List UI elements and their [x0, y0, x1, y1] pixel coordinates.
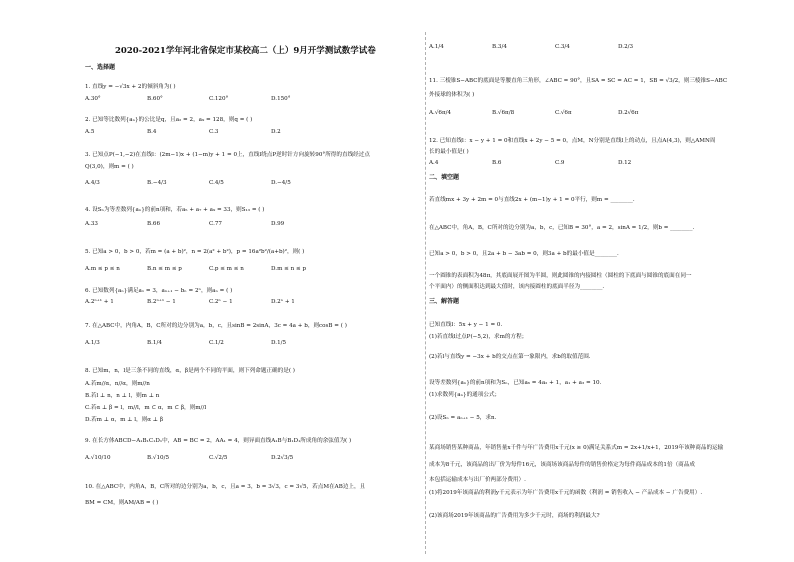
option-a: A.4/3: [85, 180, 100, 186]
option-b: B.√10/5: [147, 455, 170, 461]
option-c: C.3: [209, 129, 219, 135]
solve-question-19-line-2: 成本为8千元，该商品的出厂价为每件16元，该商场该商品每件的销售价格定为每件商品成本的1倍（商品成: [429, 462, 695, 468]
question-3-line-1: 3. 已知点P(−1,−2)在直线l：(2m−1)x + (1−m)y + 1 = 0上，直线l绕点P逆时针方向旋转90°所得的直线经过点: [85, 152, 370, 158]
question-5: 5. 已知a > 0，b > 0，若m = (a + b)²，n = 2(a² + b²)，p = 16a²b²/(a+b)²，则( ): [85, 249, 305, 255]
question-10-options: [429, 44, 681, 51]
option-b: B.2ⁿ⁺¹ − 1: [147, 299, 176, 305]
question-2: 2. 已知等比数列{aₙ}的公比是q，且a₂ = 2，a₉ = 128，则q = ( ): [85, 117, 253, 123]
question-12-line-2: 长的最小值是( ): [429, 149, 469, 155]
question-7: 7. 在△ABC中，内角A，B，C所对的边分别为a，b，c，且sinB = 2sinA，3c = 4a + b，则cosB = ( ): [85, 323, 347, 329]
question-8: 8. 已知m，n，l是三条不同的直线，α，β是两个不同的平面，则下列命题正确的是( ): [85, 368, 295, 374]
question-8-option-b: B.若l ⊥ n，n ⊥ l，则m ⊥ n: [85, 393, 160, 399]
option-a: A.2ⁿ⁺¹ + 1: [85, 299, 114, 305]
option-b: B.3/4: [492, 44, 507, 50]
question-6: 6. 已知数列{aₙ}满足a₁ = 3，aₙ₊₁ − bₙ = 2ⁿ，则aₙ = ( ): [85, 288, 233, 294]
option-a: A.√6π/4: [429, 110, 452, 116]
column-divider: [425, 32, 426, 554]
option-a: A.1/4: [429, 44, 444, 50]
option-c: C.√6π: [555, 110, 572, 116]
question-8-option-a: A.若m//α，n//α，则m//n: [85, 381, 150, 387]
question-2-options: [85, 129, 333, 136]
question-4-options: [85, 221, 333, 228]
question-1-options: [85, 96, 333, 103]
option-b: B.6: [492, 160, 502, 166]
option-c: C.1/2: [209, 340, 224, 346]
question-5-options: [85, 266, 333, 273]
option-d: D.150°: [271, 96, 291, 102]
option-c: C.√2/5: [209, 455, 228, 461]
option-d: D.1/5: [271, 340, 287, 346]
option-c: C.9: [555, 160, 565, 166]
option-d: D.2ⁿ + 1: [271, 299, 295, 305]
solve-question-19-line-3: 本包括运输成本与出厂价两部分费用）.: [429, 477, 526, 483]
question-6-options: [85, 299, 333, 306]
option-b: B.60°: [147, 96, 163, 102]
question-9: 9. 在长方体ABCD−A₁B₁C₁D₁中，AB = BC = 2，AA₁ = 4，则异面直线A₁B与B₁D₁所成角的余弦值为( ): [85, 438, 352, 444]
option-c: C.p ≤ m ≤ n: [209, 266, 244, 272]
option-d: D.12: [618, 160, 632, 166]
option-d: D.m ≤ n ≤ p: [271, 266, 307, 272]
option-d: D.−4/5: [271, 180, 291, 186]
question-11-line-1: 11. 三棱锥S−ABC的底面是等腰直角三角形，∠ABC = 90°，且SA = SC = AC = 1，SB = √3/2，则三棱锥S−ABC: [429, 78, 728, 84]
solve-question-18-part-2: (2)设Sₙ = aₙ₊₁ − 5，求n.: [429, 415, 497, 421]
option-d: D.2: [271, 129, 281, 135]
solve-question-18-stem: 设等差数列{aₙ}的前n项和为Sₙ，已知a₆ = 4a₂ + 1，a₁ + a₃ = 10.: [429, 380, 602, 386]
option-b: B.n ≤ m ≤ p: [147, 266, 182, 272]
option-a: A.m ≤ p ≤ n: [85, 266, 120, 272]
question-12-options: [429, 160, 681, 167]
question-3-line-2: Q(3,0)，则m = ( ): [85, 164, 134, 170]
option-d: D.99: [271, 221, 285, 227]
section-fill-heading: 二、填空题: [429, 174, 460, 181]
question-11-options: [429, 110, 681, 117]
solve-question-18-part-1: (1)求数列{aₙ}的通项公式；: [429, 392, 501, 398]
option-b: B.1/4: [147, 340, 162, 346]
option-c: C.120°: [209, 96, 229, 102]
option-c: C.2ⁿ − 1: [209, 299, 233, 305]
option-d: D.2/3: [618, 44, 634, 50]
question-12-line-1: 12. 已知直线l：x − y + 1 = 0和直线x + 2y − 5 = 0，点M，N分别是直线l上的动点，且点A(4,3)，则△AMN周: [429, 138, 716, 144]
question-8-option-c: C.若α ⊥ β = l，m//l，m ⊂ α，m ⊂ β，则m//l: [85, 405, 207, 411]
question-10-line-2: BM = CM，则AM/AB = ( ): [85, 500, 159, 506]
right-column: [429, 0, 774, 562]
option-d: D.2√6π: [618, 110, 639, 116]
fill-question-14: 在△ABC中，角A，B，C所对的边分别为a，b，c，已知B = 30°，a = 2，sinA = 1/2，则b = ________.: [429, 225, 695, 231]
option-c: C.77: [209, 221, 222, 227]
question-4: 4. 设Sₙ为等差数列{aₙ}的前n项和，若a₅ + a₇ + a₉ = 33，则S₁₃ = ( ): [85, 207, 265, 213]
solve-question-19-line-1: 某商场销售某种商品，年销售量x千件与年广告费用x千元(x ≥ 0)满足关系式m = 2x+1/x+1，2019年该种商品的运输: [429, 445, 724, 451]
option-b: B.−4/3: [147, 180, 167, 186]
option-a: A.4: [429, 160, 439, 166]
option-d: D.2√3/5: [271, 455, 294, 461]
option-a: A.5: [85, 129, 95, 135]
question-1: 1. 直线y = −√3x + 2的倾斜角为( ): [85, 84, 176, 90]
option-b: B.66: [147, 221, 161, 227]
question-10-line-1: 10. 在△ABC中，内角A，B，C所对的边分别为a，b，c，且a = 3，b = 3√3，c = 3√5，若点M在AB边上，且: [85, 484, 366, 490]
question-3-options: [85, 180, 333, 187]
left-column: [85, 0, 420, 562]
option-a: A.30°: [85, 96, 101, 102]
question-8-option-d: D.若m ⊥ α，m ⊥ l，则α ⊥ β: [85, 417, 164, 423]
question-7-options: [85, 340, 333, 347]
option-a: A.33: [85, 221, 98, 227]
fill-question-15: 已知a > 0，b > 0，且2a + b − 3ab = 0，则3a + b的最小值是________.: [429, 251, 619, 257]
section-choice-heading: 一、选择题: [85, 64, 116, 71]
option-b: B.4: [147, 129, 157, 135]
solve-question-17-part-1: (1)若直线l过点P(−5,2)，求m的方程；: [429, 334, 528, 340]
option-a: A.√10/10: [85, 455, 111, 461]
fill-question-16-line-1: 一个圆锥的表面积为48π，其底面展开图为半圆，则此圆锥的内接圆柱（圆柱的下底面与圆锥的底面在同一: [429, 273, 692, 279]
option-a: A.1/3: [85, 340, 100, 346]
exam-title: 2020-2021学年河北省保定市某校高二（上）9月开学测试数学试卷: [115, 46, 376, 56]
option-c: C.3/4: [555, 44, 570, 50]
question-9-options: [85, 455, 333, 462]
solve-question-19-part-1: (1)将2019年该商品的利润y千元表示为年广告费用x千元的函数（利润 = 销售收入 − 产品成本 − 广告费用）.: [429, 490, 703, 496]
fill-question-13: 若直线mx + 3y + 2m = 0与直线2x + (m−1)y + 1 = 0平行，则m = ________.: [429, 197, 635, 203]
option-c: C.4/5: [209, 180, 224, 186]
section-solve-heading: 三、解答题: [429, 298, 460, 305]
fill-question-16-line-2: 个平面内）的侧面积达到最大值时，该内接圆柱的底面半径为________.: [429, 284, 605, 290]
solve-question-17-stem: 已知直线l：5x + y − 1 = 0.: [429, 322, 503, 328]
option-b: B.√6π/8: [492, 110, 515, 116]
solve-question-19-part-2: (2)该商场2019年该商品的广告费用为多少千元时，商场的利润最大?: [429, 513, 600, 519]
question-11-line-2: 外接球的体积为( ): [429, 92, 475, 98]
solve-question-17-part-2: (2)若l与直线y = −3x + b的交点在第一象限内，求b的取值范围.: [429, 354, 591, 360]
